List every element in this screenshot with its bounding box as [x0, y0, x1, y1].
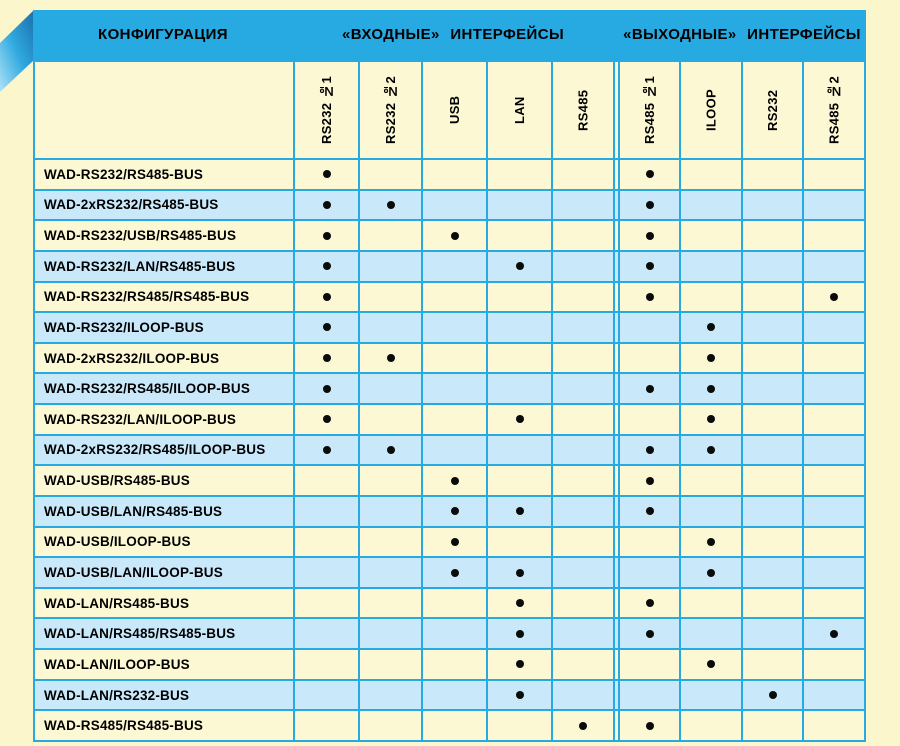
matrix-cell [553, 405, 613, 434]
feature-dot [516, 569, 524, 577]
matrix-cell [743, 221, 802, 250]
feature-dot [323, 262, 331, 270]
matrix-cell [295, 191, 358, 220]
matrix-cell [681, 681, 741, 710]
feature-dot [830, 293, 838, 301]
matrix-cell [553, 283, 613, 312]
matrix-cell [804, 313, 864, 342]
feature-dot [579, 722, 587, 730]
row-label: WAD-LAN/RS232-BUS [35, 681, 293, 710]
matrix-cell [360, 191, 421, 220]
matrix-cell [360, 558, 421, 587]
matrix-cell [743, 650, 802, 679]
matrix-cell [804, 619, 864, 648]
row-label: WAD-RS232/ILOOP-BUS [35, 313, 293, 342]
matrix-cell [743, 711, 802, 740]
matrix-cell [423, 313, 486, 342]
matrix-cell [423, 221, 486, 250]
row-label: WAD-USB/RS485-BUS [35, 466, 293, 495]
matrix-cell [360, 160, 421, 189]
matrix-cell [295, 374, 358, 403]
column-header: LAN [488, 62, 551, 158]
section-separator [615, 62, 618, 158]
matrix-cell [295, 711, 358, 740]
feature-dot [323, 293, 331, 301]
matrix-cell [423, 681, 486, 710]
column-header: RS485 [553, 62, 613, 158]
matrix-cell [743, 436, 802, 465]
matrix-cell [360, 252, 421, 281]
matrix-cell [553, 191, 613, 220]
feature-dot [707, 323, 715, 331]
feature-dot [387, 201, 395, 209]
matrix-cell [743, 405, 802, 434]
matrix-cell [620, 497, 679, 526]
row-label: WAD-RS232/LAN/RS485-BUS [35, 252, 293, 281]
matrix-cell [360, 466, 421, 495]
matrix-cell [743, 313, 802, 342]
matrix-cell [295, 466, 358, 495]
matrix-cell [488, 191, 551, 220]
matrix-cell [488, 344, 551, 373]
matrix-cell [743, 497, 802, 526]
feature-dot [516, 415, 524, 423]
section-separator [615, 650, 618, 679]
matrix-cell [804, 252, 864, 281]
matrix-cell [681, 619, 741, 648]
matrix-cell [423, 344, 486, 373]
feature-dot [451, 569, 459, 577]
matrix-cell [743, 252, 802, 281]
matrix-cell [295, 528, 358, 557]
row-label: WAD-USB/ILOOP-BUS [35, 528, 293, 557]
matrix-cell [295, 681, 358, 710]
matrix-cell [620, 252, 679, 281]
matrix-cell [295, 160, 358, 189]
matrix-cell [743, 466, 802, 495]
row-label: WAD-RS485/RS485-BUS [35, 711, 293, 740]
matrix-cell [620, 221, 679, 250]
matrix-cell [423, 160, 486, 189]
matrix-cell [488, 405, 551, 434]
row-label: WAD-2xRS232/ILOOP-BUS [35, 344, 293, 373]
matrix-cell [681, 589, 741, 618]
feature-dot [387, 446, 395, 454]
section-separator [615, 589, 618, 618]
matrix-cell [804, 558, 864, 587]
row-label: WAD-RS232/LAN/ILOOP-BUS [35, 405, 293, 434]
matrix-cell [681, 558, 741, 587]
section-separator [615, 344, 618, 373]
matrix-cell [804, 528, 864, 557]
matrix-cell [681, 497, 741, 526]
matrix-cell [553, 711, 613, 740]
output-interfaces-header: «ВЫХОДНЫЕ» ИНТЕРФЕЙСЫ [623, 26, 861, 43]
matrix-cell [743, 558, 802, 587]
matrix-cell [488, 374, 551, 403]
matrix-cell [620, 374, 679, 403]
table-header-band [33, 10, 866, 60]
matrix-cell [804, 344, 864, 373]
section-separator [615, 528, 618, 557]
matrix-cell [681, 344, 741, 373]
matrix-cell [295, 405, 358, 434]
feature-dot [707, 569, 715, 577]
feature-dot [516, 630, 524, 638]
matrix-cell [804, 221, 864, 250]
matrix-cell [295, 221, 358, 250]
matrix-cell [681, 160, 741, 189]
matrix-cell [488, 313, 551, 342]
section-separator [615, 405, 618, 434]
matrix-cell [620, 405, 679, 434]
matrix-cell [295, 436, 358, 465]
matrix-cell [553, 313, 613, 342]
matrix-cell [360, 497, 421, 526]
feature-dot [830, 630, 838, 638]
feature-dot [323, 170, 331, 178]
matrix-cell [488, 528, 551, 557]
feature-dot [707, 660, 715, 668]
matrix-cell [743, 619, 802, 648]
row-label: WAD-RS232/USB/RS485-BUS [35, 221, 293, 250]
matrix-cell [423, 283, 486, 312]
matrix-cell [360, 221, 421, 250]
feature-dot [516, 660, 524, 668]
matrix-cell [804, 160, 864, 189]
section-separator [615, 436, 618, 465]
matrix-cell [423, 405, 486, 434]
matrix-cell [620, 558, 679, 587]
feature-dot [516, 262, 524, 270]
matrix-cell [804, 681, 864, 710]
matrix-cell [360, 589, 421, 618]
matrix-cell [620, 681, 679, 710]
matrix-cell [360, 650, 421, 679]
row-label: WAD-LAN/RS485/RS485-BUS [35, 619, 293, 648]
matrix-cell [681, 313, 741, 342]
matrix-cell [553, 619, 613, 648]
matrix-cell [553, 558, 613, 587]
feature-dot [451, 477, 459, 485]
feature-dot [516, 507, 524, 515]
matrix-cell [488, 283, 551, 312]
matrix-cell [620, 344, 679, 373]
configuration-matrix-table [33, 60, 866, 742]
matrix-cell [743, 589, 802, 618]
feature-dot [707, 415, 715, 423]
matrix-cell [553, 252, 613, 281]
feature-dot [323, 354, 331, 362]
matrix-cell [423, 497, 486, 526]
feature-dot [323, 415, 331, 423]
matrix-cell [423, 711, 486, 740]
matrix-cell [295, 252, 358, 281]
matrix-cell [553, 650, 613, 679]
matrix-cell [423, 558, 486, 587]
matrix-cell [553, 497, 613, 526]
matrix-cell [553, 160, 613, 189]
matrix-cell [804, 405, 864, 434]
matrix-cell [295, 497, 358, 526]
matrix-cell [423, 619, 486, 648]
feature-dot [646, 293, 654, 301]
matrix-cell [360, 405, 421, 434]
matrix-cell [681, 252, 741, 281]
feature-dot [323, 323, 331, 331]
matrix-cell [360, 681, 421, 710]
matrix-cell [620, 466, 679, 495]
section-separator [615, 466, 618, 495]
section-separator [615, 252, 618, 281]
feature-dot [646, 446, 654, 454]
matrix-cell [620, 619, 679, 648]
feature-dot [646, 477, 654, 485]
feature-dot [323, 201, 331, 209]
feature-dot [707, 354, 715, 362]
matrix-cell [553, 466, 613, 495]
matrix-cell [488, 558, 551, 587]
matrix-cell [804, 711, 864, 740]
matrix-cell [360, 711, 421, 740]
config-column-header-empty [35, 62, 293, 158]
configuration-header: КОНФИГУРАЦИЯ [98, 26, 228, 43]
matrix-cell [804, 191, 864, 220]
matrix-cell [295, 589, 358, 618]
feature-dot [451, 232, 459, 240]
matrix-cell [681, 711, 741, 740]
matrix-cell [423, 436, 486, 465]
feature-dot [451, 538, 459, 546]
matrix-cell [488, 160, 551, 189]
matrix-cell [620, 283, 679, 312]
matrix-cell [488, 619, 551, 648]
section-separator [615, 711, 618, 740]
matrix-cell [620, 436, 679, 465]
matrix-cell [553, 681, 613, 710]
matrix-cell [620, 711, 679, 740]
matrix-cell [488, 252, 551, 281]
feature-dot [646, 232, 654, 240]
row-label: WAD-USB/LAN/ILOOP-BUS [35, 558, 293, 587]
matrix-cell [743, 160, 802, 189]
matrix-cell [488, 650, 551, 679]
matrix-cell [681, 650, 741, 679]
matrix-cell [295, 313, 358, 342]
feature-dot [516, 599, 524, 607]
column-header: RS485 №2 [804, 62, 864, 158]
matrix-cell [553, 344, 613, 373]
feature-dot [707, 446, 715, 454]
feature-dot [323, 385, 331, 393]
matrix-cell [743, 528, 802, 557]
matrix-cell [804, 436, 864, 465]
feature-dot [646, 201, 654, 209]
column-header: RS232 №1 [295, 62, 358, 158]
matrix-cell [620, 313, 679, 342]
matrix-cell [360, 344, 421, 373]
matrix-cell [804, 589, 864, 618]
row-label: WAD-LAN/RS485-BUS [35, 589, 293, 618]
matrix-cell [681, 283, 741, 312]
ribbon-fold-shape [0, 10, 34, 92]
matrix-cell [620, 160, 679, 189]
matrix-cell [360, 528, 421, 557]
feature-dot [646, 507, 654, 515]
column-header: RS232 №2 [360, 62, 421, 158]
feature-dot [646, 385, 654, 393]
ribbon-fold-decoration [0, 10, 34, 93]
matrix-cell [295, 283, 358, 312]
matrix-cell [743, 191, 802, 220]
row-label: WAD-2xRS232/RS485/ILOOP-BUS [35, 436, 293, 465]
feature-dot [646, 262, 654, 270]
feature-dot [387, 354, 395, 362]
matrix-cell [423, 191, 486, 220]
column-header: RS485 №1 [620, 62, 679, 158]
matrix-cell [804, 466, 864, 495]
matrix-cell [804, 497, 864, 526]
column-header: ILOOP [681, 62, 741, 158]
matrix-cell [620, 528, 679, 557]
matrix-cell [360, 313, 421, 342]
matrix-cell [488, 711, 551, 740]
section-separator [615, 497, 618, 526]
matrix-cell [620, 191, 679, 220]
matrix-cell [681, 405, 741, 434]
feature-dot [646, 630, 654, 638]
matrix-cell [553, 221, 613, 250]
feature-dot [516, 691, 524, 699]
matrix-cell [488, 497, 551, 526]
section-separator [615, 160, 618, 189]
matrix-cell [804, 374, 864, 403]
matrix-cell [681, 191, 741, 220]
section-separator [615, 681, 618, 710]
matrix-cell [360, 374, 421, 403]
section-separator [615, 558, 618, 587]
matrix-cell [553, 374, 613, 403]
row-label: WAD-LAN/ILOOP-BUS [35, 650, 293, 679]
matrix-cell [681, 221, 741, 250]
section-separator [615, 221, 618, 250]
row-label: WAD-RS232/RS485/ILOOP-BUS [35, 374, 293, 403]
matrix-cell [488, 681, 551, 710]
matrix-cell [295, 650, 358, 679]
matrix-cell [553, 436, 613, 465]
column-header: RS232 [743, 62, 802, 158]
matrix-cell [681, 374, 741, 403]
section-separator [615, 191, 618, 220]
matrix-cell [620, 589, 679, 618]
input-interfaces-header: «ВХОДНЫЕ» ИНТЕРФЕЙСЫ [341, 26, 565, 43]
matrix-cell [423, 650, 486, 679]
feature-dot [646, 722, 654, 730]
section-separator [615, 374, 618, 403]
matrix-cell [295, 619, 358, 648]
row-label: WAD-RS232/RS485/RS485-BUS [35, 283, 293, 312]
matrix-cell [553, 589, 613, 618]
matrix-cell [360, 283, 421, 312]
feature-dot [707, 385, 715, 393]
feature-dot [707, 538, 715, 546]
matrix-cell [681, 436, 741, 465]
feature-dot [451, 507, 459, 515]
matrix-cell [423, 589, 486, 618]
matrix-cell [423, 374, 486, 403]
feature-dot [323, 232, 331, 240]
matrix-cell [295, 344, 358, 373]
feature-dot [646, 170, 654, 178]
matrix-cell [804, 650, 864, 679]
matrix-cell [360, 436, 421, 465]
section-separator [615, 619, 618, 648]
matrix-cell [681, 528, 741, 557]
feature-dot [646, 599, 654, 607]
matrix-cell [743, 374, 802, 403]
matrix-cell [488, 436, 551, 465]
matrix-cell [743, 344, 802, 373]
row-label: WAD-RS232/RS485-BUS [35, 160, 293, 189]
matrix-cell [488, 466, 551, 495]
matrix-cell [743, 681, 802, 710]
column-header: USB [423, 62, 486, 158]
row-label: WAD-USB/LAN/RS485-BUS [35, 497, 293, 526]
matrix-cell [488, 221, 551, 250]
matrix-cell [743, 283, 802, 312]
matrix-cell [360, 619, 421, 648]
matrix-cell [553, 528, 613, 557]
matrix-cell [295, 558, 358, 587]
matrix-cell [681, 466, 741, 495]
matrix-cell [804, 283, 864, 312]
matrix-cell [620, 650, 679, 679]
matrix-cell [423, 252, 486, 281]
section-separator [615, 283, 618, 312]
row-label: WAD-2xRS232/RS485-BUS [35, 191, 293, 220]
matrix-cell [423, 528, 486, 557]
matrix-cell [488, 589, 551, 618]
feature-dot [769, 691, 777, 699]
section-separator [615, 313, 618, 342]
feature-dot [323, 446, 331, 454]
matrix-cell [423, 466, 486, 495]
